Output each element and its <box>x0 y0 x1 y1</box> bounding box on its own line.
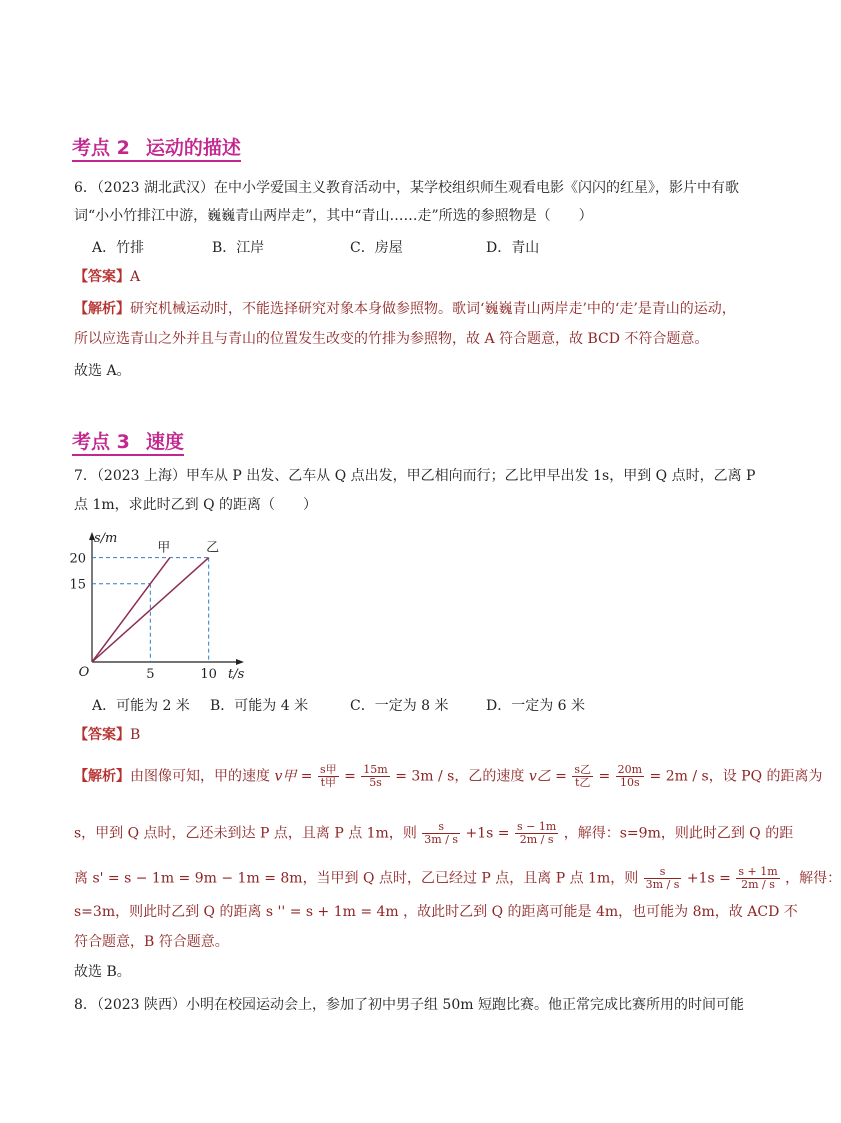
y-axis-label: s/m <box>94 531 118 546</box>
q7-stem-line-1: 7．（2023 上海）甲车从 P 出发、乙车从 Q 点出发，甲乙相向而行；乙比甲早出发 1s，甲到 Q 点时，乙离 P <box>74 468 756 484</box>
numerator: s <box>422 821 460 834</box>
q6-analysis-line-1 <box>74 301 736 317</box>
y-tick-label-1: 20 <box>69 551 86 567</box>
q7-option-d: D．一定为 6 米 <box>486 698 586 714</box>
analysis-text: 由图像可知，甲的速度 <box>130 768 270 785</box>
equals: = <box>344 768 356 785</box>
analysis-text: ，解得：s=9m，则此时乙到 Q 的距 <box>563 825 794 842</box>
q7-analysis-line-1 <box>74 764 823 789</box>
series-line-yi <box>92 558 209 662</box>
denominator: 3m / s <box>645 878 680 891</box>
denominator: 5s <box>369 776 382 789</box>
denominator: t乙 <box>574 776 591 789</box>
y-tick-label-0: 15 <box>69 577 86 593</box>
fraction-s-over-t-jia <box>318 764 339 789</box>
denominator: 3m / s <box>424 833 459 846</box>
numerator: s甲 <box>320 763 337 776</box>
answer-tag: 【答案】 <box>74 727 130 743</box>
q7-analysis-line-3 <box>74 866 841 891</box>
q7-conclusion: 故选 B。 <box>74 964 131 980</box>
q6-option-b: B．江岸 <box>212 240 265 256</box>
speed-yi-result: = 2m / s <box>649 768 709 785</box>
analysis-text: ，设 PQ 的距离为 <box>708 768 823 785</box>
speed-jia-result: = 3m / s <box>395 768 455 785</box>
q6-option-d: D．青山 <box>486 240 540 256</box>
q6-option-c: C．房屋 <box>350 240 403 256</box>
analysis-text: 研究机械运动时，不能选择研究对象本身做参照物。歌词‘巍巍青山两岸走’中的‘走’是青山的运动， <box>130 301 736 317</box>
fraction-s-plus-1-over-2 <box>736 866 779 891</box>
series-label-jia: 甲 <box>157 540 171 556</box>
q8-stem-line-1: 8．（2023 陕西）小明在校园运动会上，参加了初中男子组 50m 短跑比赛。他正常完成比赛所用的时间可能 <box>74 997 744 1013</box>
analysis-text: ，解得： <box>785 870 841 887</box>
series-label-yi: 乙 <box>206 540 220 556</box>
denominator: 2m / s <box>519 833 554 846</box>
x-tick-label-1: 10 <box>200 667 217 682</box>
s-t-graph <box>64 528 254 686</box>
q7-option-a: A．可能为 2 米 <box>92 698 190 714</box>
section-heading-motion <box>72 133 241 162</box>
fraction-s-over-3 <box>644 866 682 891</box>
q6-analysis-line-2: 所以应选青山之外并且与青山的位置发生改变的竹排为参照物，故 A 符合题意，故 BCD 不符合题意。 <box>74 331 709 347</box>
numerator: s <box>644 866 682 879</box>
fraction-15m-5s <box>361 764 389 789</box>
numerator: 15m <box>363 763 388 776</box>
plus-one-second: +1s = <box>465 825 510 842</box>
fraction-20m-10s <box>616 764 644 789</box>
q7-stem-line-2: 点 1m，求此时乙到 Q 的距离（ ） <box>74 497 318 513</box>
plus-one-second: +1s = <box>686 870 731 887</box>
section-heading-speed <box>72 427 184 456</box>
section-title: 运动的描述 <box>145 137 241 159</box>
q7-option-b: B．可能为 4 米 <box>210 698 309 714</box>
answer-value: B <box>130 727 141 743</box>
q6-stem-line-1: 6．（2023 湖北武汉）在中小学爱国主义教育活动中，某学校组织师生观看电影《闪闪的红星》，影片中有歌 <box>74 180 739 196</box>
q7-analysis-line-2 <box>74 821 793 846</box>
q7-option-c: C．一定为 8 米 <box>350 698 449 714</box>
x-axis-label: t/s <box>228 667 245 682</box>
denominator: 10s <box>620 776 640 789</box>
fraction-s-over-t-yi <box>572 764 593 789</box>
section-title: 速度 <box>145 431 184 453</box>
q7-analysis-line-4: s=3m，则此时乙到 Q 的距离 s '' = s + 1m = 4m ，故此时乙到 Q 的距离可能是 4m，也可能为 8m，故 ACD 不 <box>74 904 798 920</box>
q6-answer <box>74 269 140 285</box>
analysis-text: ，乙的速度 <box>454 768 525 785</box>
denominator: 2m / s <box>741 878 775 891</box>
analysis-text: 离 s' = s − 1m = 9m − 1m = 8m <box>74 870 303 887</box>
answer-value: A <box>130 269 141 285</box>
analysis-text: ，当甲到 Q 点时，乙已经过 P 点，且离 P 点 1m，则 <box>302 870 639 887</box>
series-line-jia <box>92 558 170 662</box>
numerator: 20m <box>617 763 643 776</box>
numerator: s乙 <box>574 763 592 776</box>
q6-stem-line-2: 词“小小竹排江中游，巍巍青山两岸走”，其中“青山……走”所选的参照物是（ ） <box>74 208 593 224</box>
origin-label: O <box>78 665 90 680</box>
fraction-s-minus-1-over-2 <box>515 821 558 846</box>
analysis-tag: 【解析】 <box>74 301 130 317</box>
q6-conclusion: 故选 A。 <box>74 363 131 379</box>
q6-option-a: A．竹排 <box>92 240 145 256</box>
analysis-tag: 【解析】 <box>74 768 130 785</box>
speed-jia-symbol: v甲 = <box>274 768 313 785</box>
fraction-s-over-3 <box>422 821 460 846</box>
analysis-text: s，甲到 Q 点时，乙还未到达 P 点，且离 P 点 1m，则 <box>74 825 417 842</box>
x-tick-label-0: 5 <box>146 667 155 682</box>
speed-yi-symbol: v乙 = <box>528 768 567 785</box>
numerator: s + 1m <box>738 865 778 878</box>
denominator: t甲 <box>320 776 337 789</box>
q7-analysis-line-5: 符合题意，B 符合题意。 <box>74 934 229 950</box>
equals: = <box>598 768 611 785</box>
section-number: 考点 3 <box>72 431 130 453</box>
numerator: s − 1m <box>517 820 557 833</box>
x-axis-arrow <box>236 659 244 665</box>
answer-tag: 【答案】 <box>74 269 130 285</box>
q7-answer <box>74 727 140 743</box>
section-number: 考点 2 <box>72 137 130 159</box>
